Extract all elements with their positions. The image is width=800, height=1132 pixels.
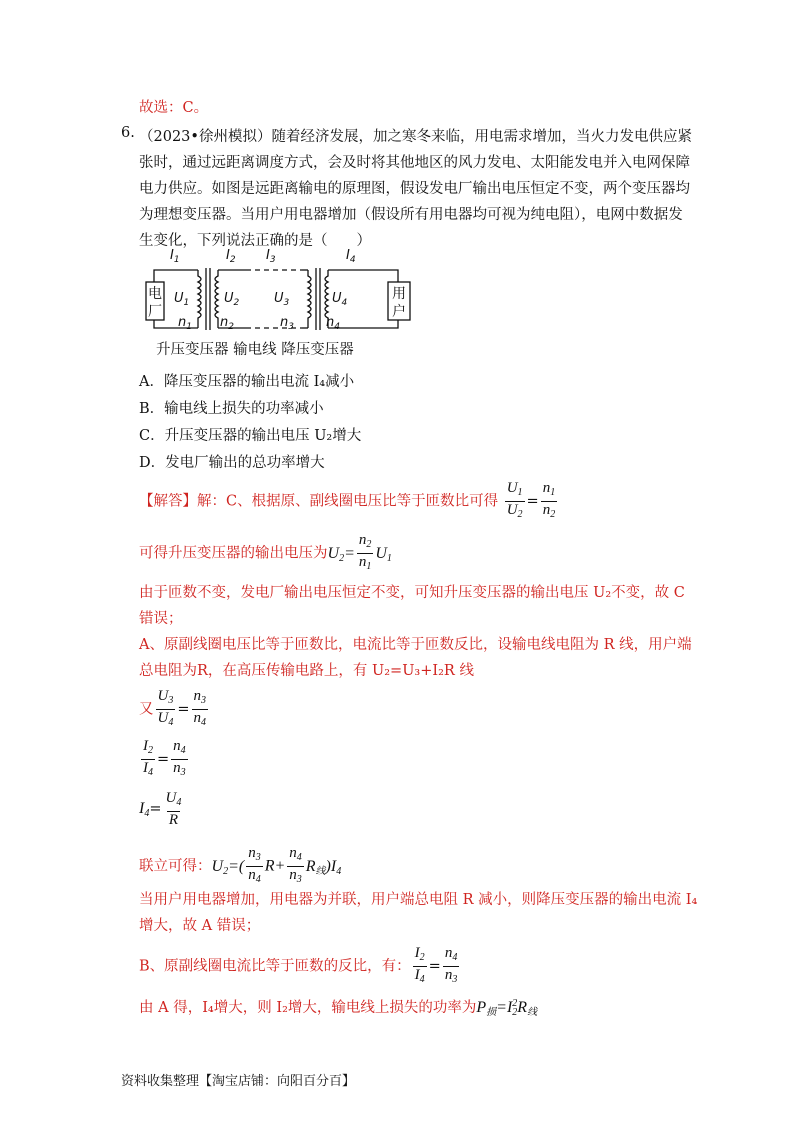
label-U4: $U_4$ xyxy=(332,291,348,308)
option-c: C．升压变压器的输出电压 U₂增大 xyxy=(139,428,362,444)
solution-line-3a: 由于匝数不变，发电厂输出电压恒定不变，可知升压变压器的输出电压 U₂不变，故 C xyxy=(139,585,685,601)
question-line-4: 为理想变压器。当用户用电器增加（假设所有用电器均可视为纯电阻），电网中数据发 xyxy=(139,207,683,223)
power-plant-label-2: 厂 xyxy=(148,304,162,320)
label-n2: $n_2$ xyxy=(220,315,234,332)
option-d: D．发电厂输出的总功率增大 xyxy=(139,455,325,471)
solution-line-5: 又 $\frac{U_3}{U_4}$ = $\frac{n_3}{n_4}$ xyxy=(139,688,210,731)
diagram-caption: 升压变压器 输电线 降压变压器 xyxy=(156,342,354,358)
solution-line-4b: 总电阻为R，在高压传输电路上，有 U₂=U₃+I₂R 线 xyxy=(139,663,474,679)
transmission-circuit-diagram xyxy=(140,244,430,362)
solution-line-8: 联立可得：$U_2=$( $\frac{n_3}{n_4}$ R+ $\frac{n_4}{n_3}$ $R_线)I_4$ xyxy=(139,845,341,888)
previous-answer: 故选：C。 xyxy=(139,100,209,116)
question-number: 6. xyxy=(121,125,135,141)
solution-line-10: B、原副线圈电流比等于匝数的反比，有： $\frac{I_2}{I_4}$ = $\frac{n_4}{n_3}$ xyxy=(139,945,461,988)
solution-line-3b: 错误； xyxy=(139,611,183,627)
question-line-3: 电力供应。如图是远距离输电的原理图，假设发电厂输出电压恒定不变，两个变压器均 xyxy=(139,181,690,197)
label-n4: $n_4$ xyxy=(326,315,340,332)
label-n1: $n_1$ xyxy=(178,315,192,332)
solution-line-11: 由 A 得，I₄增大，则 I₂增大，输电线上损失的功率为$P_损=I^2_2R_线$ xyxy=(139,998,538,1018)
solution-line-2: 可得升压变压器的输出电压为$U_2=$ $\frac{n_2}{n_1}$ $U_1$ xyxy=(139,532,392,575)
footer-source: 资料收集整理【淘宝店铺：向阳百分百】 xyxy=(121,1074,356,1089)
label-U1: $U_1$ xyxy=(174,291,190,308)
user-label-2: 户 xyxy=(392,304,406,320)
power-plant-label-1: 电 xyxy=(148,286,162,302)
solution-line-9b: 增大，故 A 错误； xyxy=(139,918,261,934)
solution-line-9a: 当用户用电器增加，用电器为并联，用户端总电阻 R 减小，则降压变压器的输出电流 I₄ xyxy=(139,892,698,908)
solution-line-7: $I_4=$ $\frac{U_4}{R}$ xyxy=(139,790,182,828)
formula-n1-n2: $\frac{n_1}{n_2}$ xyxy=(541,480,558,523)
label-U2: $U_2$ xyxy=(224,291,240,308)
label-n3: $n_3$ xyxy=(280,315,294,332)
formula-u1-u2: $\frac{U_1}{U_2}$ xyxy=(505,480,525,523)
label-I1: $I_1$ xyxy=(170,248,180,265)
label-I4: $I_4$ xyxy=(346,248,356,265)
option-a: A．降压变压器的输出电流 I₄减小 xyxy=(139,374,355,390)
question-line-2: 张时，通过远距离调度方式，会及时将其他地区的风力发电、太阳能发电并入电网保障 xyxy=(139,155,690,171)
question-line-1: （2023•徐州模拟）随着经济发展，加之寒冬来临，用电需求增加，当火力发电供应紧 xyxy=(139,129,692,145)
label-I2: $I_2$ xyxy=(226,248,236,265)
solution-tag: 【解答】 xyxy=(139,493,197,510)
solution-intro-text: 解：C、根据原、副线圈电压比等于匝数比可得 xyxy=(197,493,499,510)
user-label-1: 用 xyxy=(392,286,406,302)
label-U3: $U_3$ xyxy=(274,291,290,308)
question-line-5: 生变化，下列说法正确的是（ ） xyxy=(139,233,371,249)
solution-line-6: $\frac{I_2}{I_4}$ = $\frac{n_4}{n_3}$ xyxy=(139,738,190,781)
solution-intro: 【解答】解：C、根据原、副线圈电压比等于匝数比可得 $\frac{U_1}{U_2}$ = $\frac{n_1}{n_2}$ xyxy=(139,480,559,523)
solution-line-4a: A、原副线圈电压比等于匝数比，电流比等于匝数反比，设输电线电阻为 R 线，用户端 xyxy=(139,637,692,653)
label-I3: $I_3$ xyxy=(266,248,276,265)
option-b: B．输电线上损失的功率减小 xyxy=(139,401,324,417)
